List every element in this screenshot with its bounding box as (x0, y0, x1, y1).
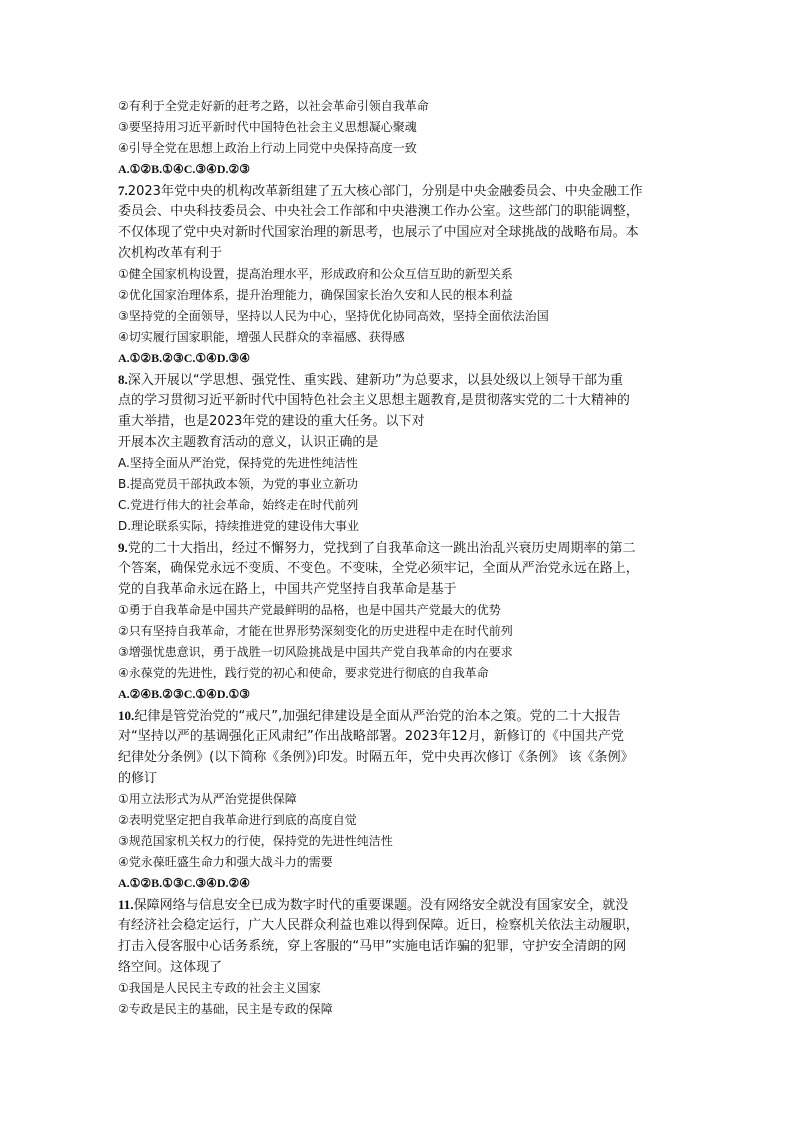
question-9 (118, 537, 698, 705)
q7-option-1: ①健全国家机构设置，提高治理水平，形成政府和公众互信互助的新型关系 (118, 267, 513, 281)
q8-option-a: A.坚持全面从严治党，保持党的先进性纯洁性 (118, 456, 358, 470)
q11-stem-line-1: 11.保障网络与信息安全已成为数字时代的重要课题。没有网络安全就没有国家安全，就没 (118, 897, 629, 913)
q11-option-1: ①我国是人民民主专政的社会主义国家 (118, 981, 321, 995)
q9-answers: A.②④B.②③C.①④D.①③ (118, 687, 251, 701)
q7-stem-line-3: 不仅体现了党中央对新时代国家治理的新思考，也展示了中国应对全球挑战的战略布局。本 (118, 225, 639, 240)
q11-number: 11. (118, 897, 134, 912)
q7-stem-line-1: 7.2023年党中央的机构改革新组建了五大核心部门，分别是中央金融委员会、中央金融工作 (118, 183, 643, 199)
question-6-tail (118, 96, 698, 180)
q11-option-2: ②专政是民主的基础，民主是专政的保障 (118, 1002, 333, 1016)
q9-stem-line-1: 9.党的二十大指出，经过不懈努力，党找到了自我革命这一跳出治乱兴衰历史周期率的第二 (118, 540, 636, 556)
q11-stem-line-3: 打击入侵客服中心话务系统，穿上客服的“马甲”实施电话诈骗的犯罪，守护安全清朗的网 (118, 939, 627, 954)
q8-stem-line-2: 点的学习贯彻习近平新时代中国特色社会主义思想主题教育,是贯彻落实党的二十大精神的 (118, 393, 630, 408)
q6-option-4: ④引导全党在思想上政治上行动上同党中央保持高度一致 (118, 141, 417, 155)
q10-answers: A.①②B.①③C.③④D.②④ (118, 876, 251, 890)
q10-number: 10. (118, 708, 135, 723)
q8-stem-line-4: 开展本次主题教育活动的意义，认识正确的是 (118, 435, 379, 450)
q10-option-4: ④党永葆旺盛生命力和强大战斗力的需要 (118, 855, 333, 869)
q8-stem-line-1: 8.深入开展以“学思想、强党性、重实践、建新功”为总要求，以县处级以上领导干部为重 (118, 372, 624, 388)
q11-stem-line-4: 络空间。这体现了 (118, 960, 223, 975)
q7-option-2: ②优化国家治理体系，提升治理能力，确保国家长治久安和人民的根本利益 (118, 288, 513, 302)
q7-answers: A.①②B.②③C.①④D.③④ (118, 351, 251, 365)
q7-option-4: ④切实履行国家职能，增强人民群众的幸福感、获得感 (118, 330, 405, 344)
q10-option-2: ②表明党坚定把自我革命进行到底的高度自觉 (118, 813, 357, 827)
question-7 (118, 180, 698, 369)
q10-stem-line-3: 纪律处分条例》(以下简称《条例》)印发。时隔五年，党中央再次修订《条例》 该《条例》 (118, 750, 634, 765)
q6-option-2: ②有利于全党走好新的赶考之路，以社会革命引领自我革命 (118, 99, 429, 113)
q9-option-4: ④永葆党的先进性，践行党的初心和使命，要求党进行彻底的自我革命 (118, 666, 489, 680)
q10-option-3: ③规范国家机关权力的行使，保持党的先进性纯洁性 (118, 834, 393, 848)
question-11 (118, 894, 698, 1020)
q9-stem-line-2: 个答案，确保党永远不变质、不变色。不变味，全党必须牢记，全面从严治党永远在路上， (118, 561, 639, 576)
q9-option-1: ①勇于自我革命是中国共产党最鲜明的品格，也是中国共产党最大的优势 (118, 603, 501, 617)
q8-option-b: B.提高党员干部执政本领，为党的事业立新功 (118, 477, 359, 491)
q11-stem-line-2: 有经济社会稳定运行，广大人民群众利益也难以得到保障。近日，检察机关依法主动履职， (118, 918, 639, 933)
q10-stem-line-2: 对“坚持以严的基调强化正风肃纪”作出战略部署。2023年12月，新修订的《中国共产党 (118, 729, 624, 744)
q10-stem-line-4: 的修订 (118, 771, 158, 786)
exam-page (118, 96, 698, 1020)
q6-option-3: ③要坚持用习近平新时代中国特色社会主义思想凝心聚魂 (118, 120, 417, 134)
q7-option-3: ③坚持党的全面领导，坚持以人民为中心，坚持优化协同高效，坚持全面依法治国 (118, 309, 549, 323)
q8-number: 8. (118, 372, 128, 387)
q9-number: 9. (118, 540, 128, 555)
q9-option-3: ③增强忧患意识，勇于战胜一切风险挑战是中国共产党自我革命的内在要求 (118, 645, 513, 659)
q10-stem-line-1: 10.纪律是管党治党的“戒尺”,加强纪律建设是全面从严治党的治本之策。党的二十大报告 (118, 708, 621, 724)
q8-option-c: C.党进行伟大的社会革命，始终走在时代前列 (118, 498, 359, 512)
q8-option-d: D.理论联系实际，持续推进党的建设伟大事业 (118, 519, 360, 533)
q7-stem-line-4: 次机构改革有利于 (118, 246, 223, 261)
question-10 (118, 705, 698, 894)
q7-stem-line-2: 委员会、中央科技委员会、中央社会工作部和中央港澳工作办公室。这些部门的职能调整， (118, 204, 639, 219)
question-8 (118, 369, 698, 537)
q9-stem-line-3: 党的自我革命永远在路上，中国共产党坚持自我革命是基于 (118, 582, 457, 597)
q9-option-2: ②只有坚持自我革命，才能在世界形势深刻变化的历史进程中走在时代前列 (118, 624, 513, 638)
q6-answers: A.①②B.①④C.③④D.②③ (118, 162, 251, 176)
q7-number: 7. (118, 183, 128, 198)
q10-option-1: ①用立法形式为从严治党提供保障 (118, 792, 297, 806)
q8-stem-line-3: 重大举措，也是2023年党的建设的重大任务。以下对 (118, 414, 425, 429)
